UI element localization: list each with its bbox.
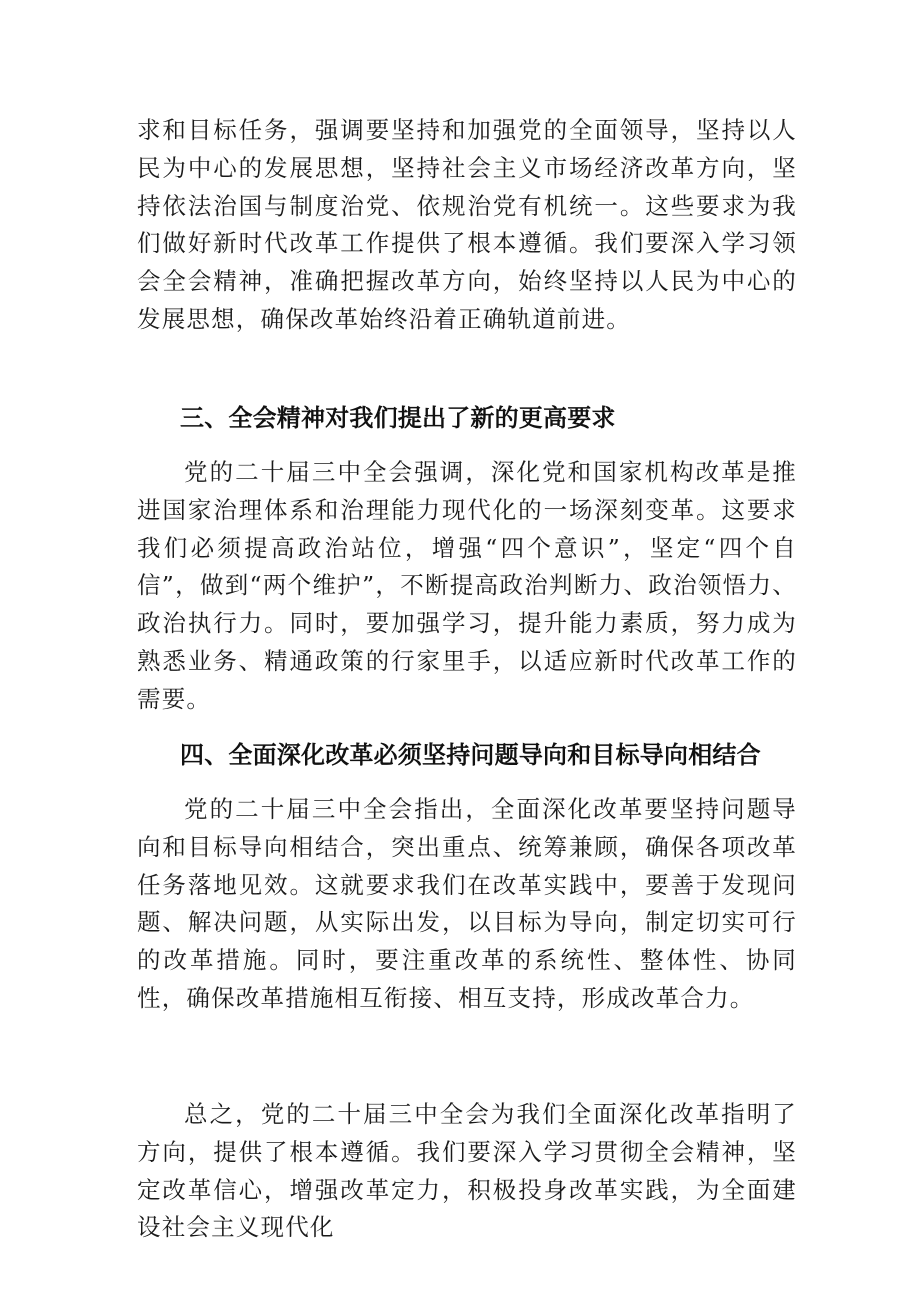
section-heading-4: 四、全面深化改革必须坚持问题导向和目标导向相结合 xyxy=(180,741,761,769)
body-paragraph-1: 求和目标任务，强调要坚持和加强党的全面领导，坚持以人民为中心的发展思想，坚持社会主义市场经济改革方向，坚持依法治国与制度治党、依规治党有机统一。这些要求为我们做好新时代改革工作提供了根本遵循。我们要深入学习领会全会精神，准确把握改革方向，始终坚持以人民为中心的发展思想，确保改革始终沿着正确轨道前进。 xyxy=(137,116,797,333)
body-paragraph-4: 总之，党的二十届三中全会为我们全面深化改革指明了方向，提供了根本遵循。我们要深入学习贯彻全会精神，坚定改革信心，增强改革定力，积极投身改革实践，为全面建设社会主义现代化 xyxy=(137,1100,797,1242)
section-heading-3: 三、全会精神对我们提出了新的更高要求 xyxy=(180,404,616,432)
body-paragraph-3: 党的二十届三中全会指出，全面深化改革要坚持问题导向和目标导向相结合，突出重点、统筹兼顾，确保各项改革任务落地见效。这就要求我们在改革实践中，要善于发现问题、解决问题，从实际出发，以目标为导向，制定切实可行的改革措施。同时，要注重改革的系统性、整体性、协同性，确保改革措施相互衔接、相互支持，形成改革合力。 xyxy=(137,795,797,1012)
body-paragraph-2: 党的二十届三中全会强调，深化党和国家机构改革是推进国家治理体系和治理能力现代化的一场深刻变革。这要求我们必须提高政治站位，增强“四个意识”，坚定“四个自信”，做到“两个维护”，不断提高政治判断力、政治领悟力、政治执行力。同时，要加强学习，提升能力素质，努力成为熟悉业务、精通政策的行家里手，以适应新时代改革工作的需要。 xyxy=(137,458,797,713)
